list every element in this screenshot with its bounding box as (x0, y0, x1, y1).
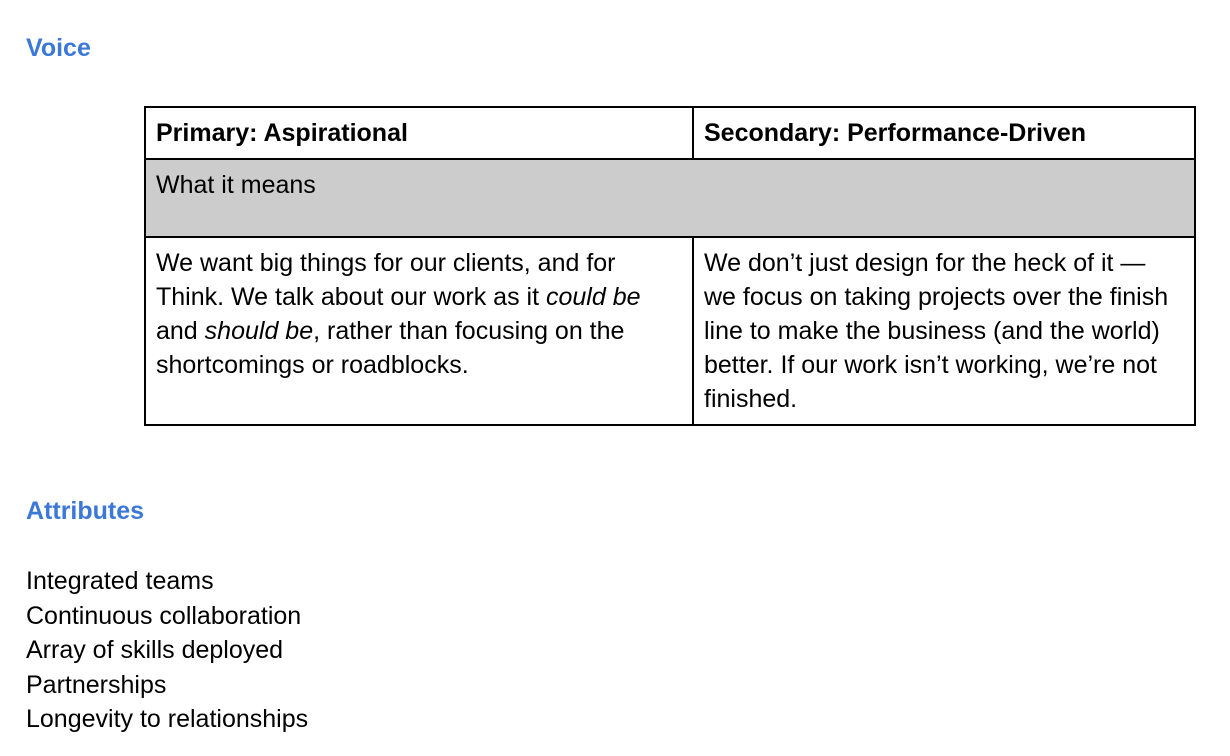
primary-voice-description (145, 237, 693, 425)
voice-description-row (145, 237, 1195, 425)
what-it-means-label: What it means (145, 159, 1195, 237)
attribute-item: Integrated teams (26, 567, 214, 595)
attribute-item: Array of skills deployed (26, 636, 284, 664)
attribute-item: Continuous collaboration (26, 601, 302, 630)
primary-text-part3: , rather than focusing on the shortcomings or roadblocks. (156, 317, 625, 379)
attributes-heading: Attributes (26, 497, 145, 525)
primary-voice-header: Primary: Aspirational (145, 107, 693, 159)
attributes-list (26, 564, 308, 737)
secondary-voice-description: We don’t just design for the heck of it — we focus on taking projects over the finish line to make the business (and the world) better. If our work isn’t working, we’re not finished. (693, 237, 1195, 425)
what-it-means-row (145, 159, 1195, 237)
attribute-item: Partnerships (26, 670, 167, 699)
voice-heading: Voice (26, 34, 91, 62)
attribute-item: Longevity to relationships (26, 705, 309, 733)
primary-text-emphasis-could-be: could be (545, 283, 641, 311)
primary-text-part1: We want big things for our clients, and for Think. We talk about our work as it (156, 249, 616, 311)
primary-text-part2: and (156, 317, 205, 345)
voice-table (144, 106, 1196, 426)
voice-table-header-row (145, 107, 1195, 159)
secondary-voice-header: Secondary: Performance-Driven (693, 107, 1195, 159)
primary-text-emphasis-should-be: should be (204, 317, 314, 345)
